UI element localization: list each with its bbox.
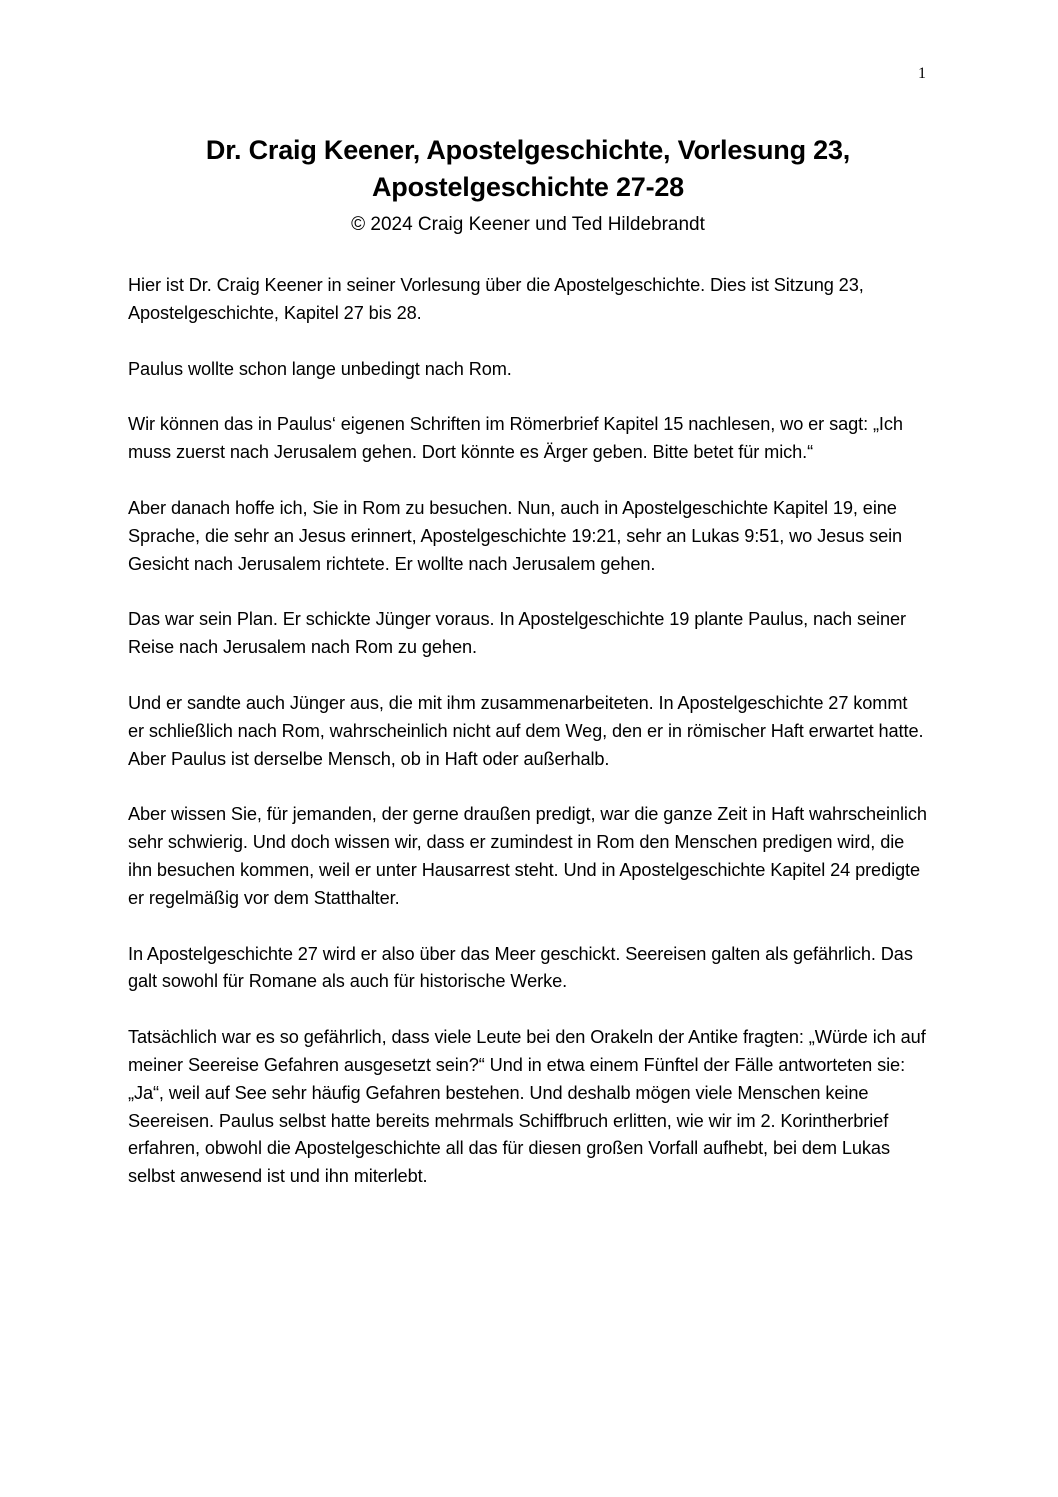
title-block (128, 132, 928, 239)
paragraph-5: Das war sein Plan. Er schickte Jünger voraus. In Apostelgeschichte 19 plante Paulus, nach seiner Reise nach Jerusalem nach Rom zu gehen. (128, 609, 906, 658)
paragraph-2: Paulus wollte schon lange unbedingt nach Rom. (128, 358, 512, 379)
paragraph-1: Hier ist Dr. Craig Keener in seiner Vorlesung über die Apostelgeschichte. Dies ist Sitzung 23, Apostelgeschichte, Kapitel 27 bis 28. (128, 275, 864, 323)
document-body (128, 272, 928, 1219)
document-title-line-2: Apostelgeschichte 27-28 (371, 172, 685, 202)
copyright-notice: © 2024 Craig Keener und Ted Hildebrandt (351, 214, 705, 235)
paragraph-6: Und er sandte auch Jünger aus, die mit ihm zusammenarbeiteten. In Apostelgeschichte 27 kommt er schließlich nach Rom, wahrscheinlich nicht auf dem Weg, den er in römischer Haft erwartet hatte. Aber Paulus ist derselbe Mensch, ob in Haft oder außerhalb. (128, 692, 924, 769)
document-title-line-1: Dr. Craig Keener, Apostelgeschichte, Vorlesung 23, (205, 135, 851, 165)
paragraph-3: Wir können das in Paulus‘ eigenen Schriften im Römerbrief Kapitel 15 nachlesen, wo er sagt: „Ich muss zuerst nach Jerusalem gehen. Dort könnte es Ärger geben. Bitte betet für mich.“ (128, 414, 903, 463)
paragraph-8: In Apostelgeschichte 27 wird er also über das Meer geschickt. Seereisen galten als gefährlich. Das galt sowohl für Romane als auch für historische Werke. (128, 943, 913, 992)
paragraph-9: Tatsächlich war es so gefährlich, dass viele Leute bei den Orakeln der Antike fragten: „Würde ich auf meiner Seereise Gefahren ausgesetzt sein?“ Und in etwa einem Fünftel der Fälle antworteten sie: „Ja“, weil auf See sehr häufig Gefahren bestehen. Und deshalb mögen viele Menschen keine Seereisen. Paulus selbst hatte bereits mehrmals Schiffbruch erlitten, wie wir im 2. Korintherbrief erfahren, obwohl die Apostelgeschichte all das für diesen großen Vorfall aufhebt, bei dem Lukas selbst anwesend ist und ihn miterlebt. (128, 1027, 926, 1187)
paragraph-7: Aber wissen Sie, für jemanden, der gerne draußen predigt, war die ganze Zeit in Haft wahrscheinlich sehr schwierig. Und doch wissen wir, dass er zumindest in Rom den Menschen predigen wird, die ihn besuchen kommen, weil er unter Hausarrest steht. Und in Apostelgeschichte Kapitel 24 predigte er regelmäßig vor dem Statthalter. (128, 804, 927, 908)
paragraph-4: Aber danach hoffe ich, Sie in Rom zu besuchen. Nun, auch in Apostelgeschichte Kapitel 19, eine Sprache, die sehr an Jesus erinnert, Apostelgeschichte 19:21, sehr an Lukas 9:51, wo Jesus sein Gesicht nach Jerusalem richtete. Er wollte nach Jerusalem gehen. (128, 497, 903, 574)
page-number: 1 (918, 65, 926, 82)
